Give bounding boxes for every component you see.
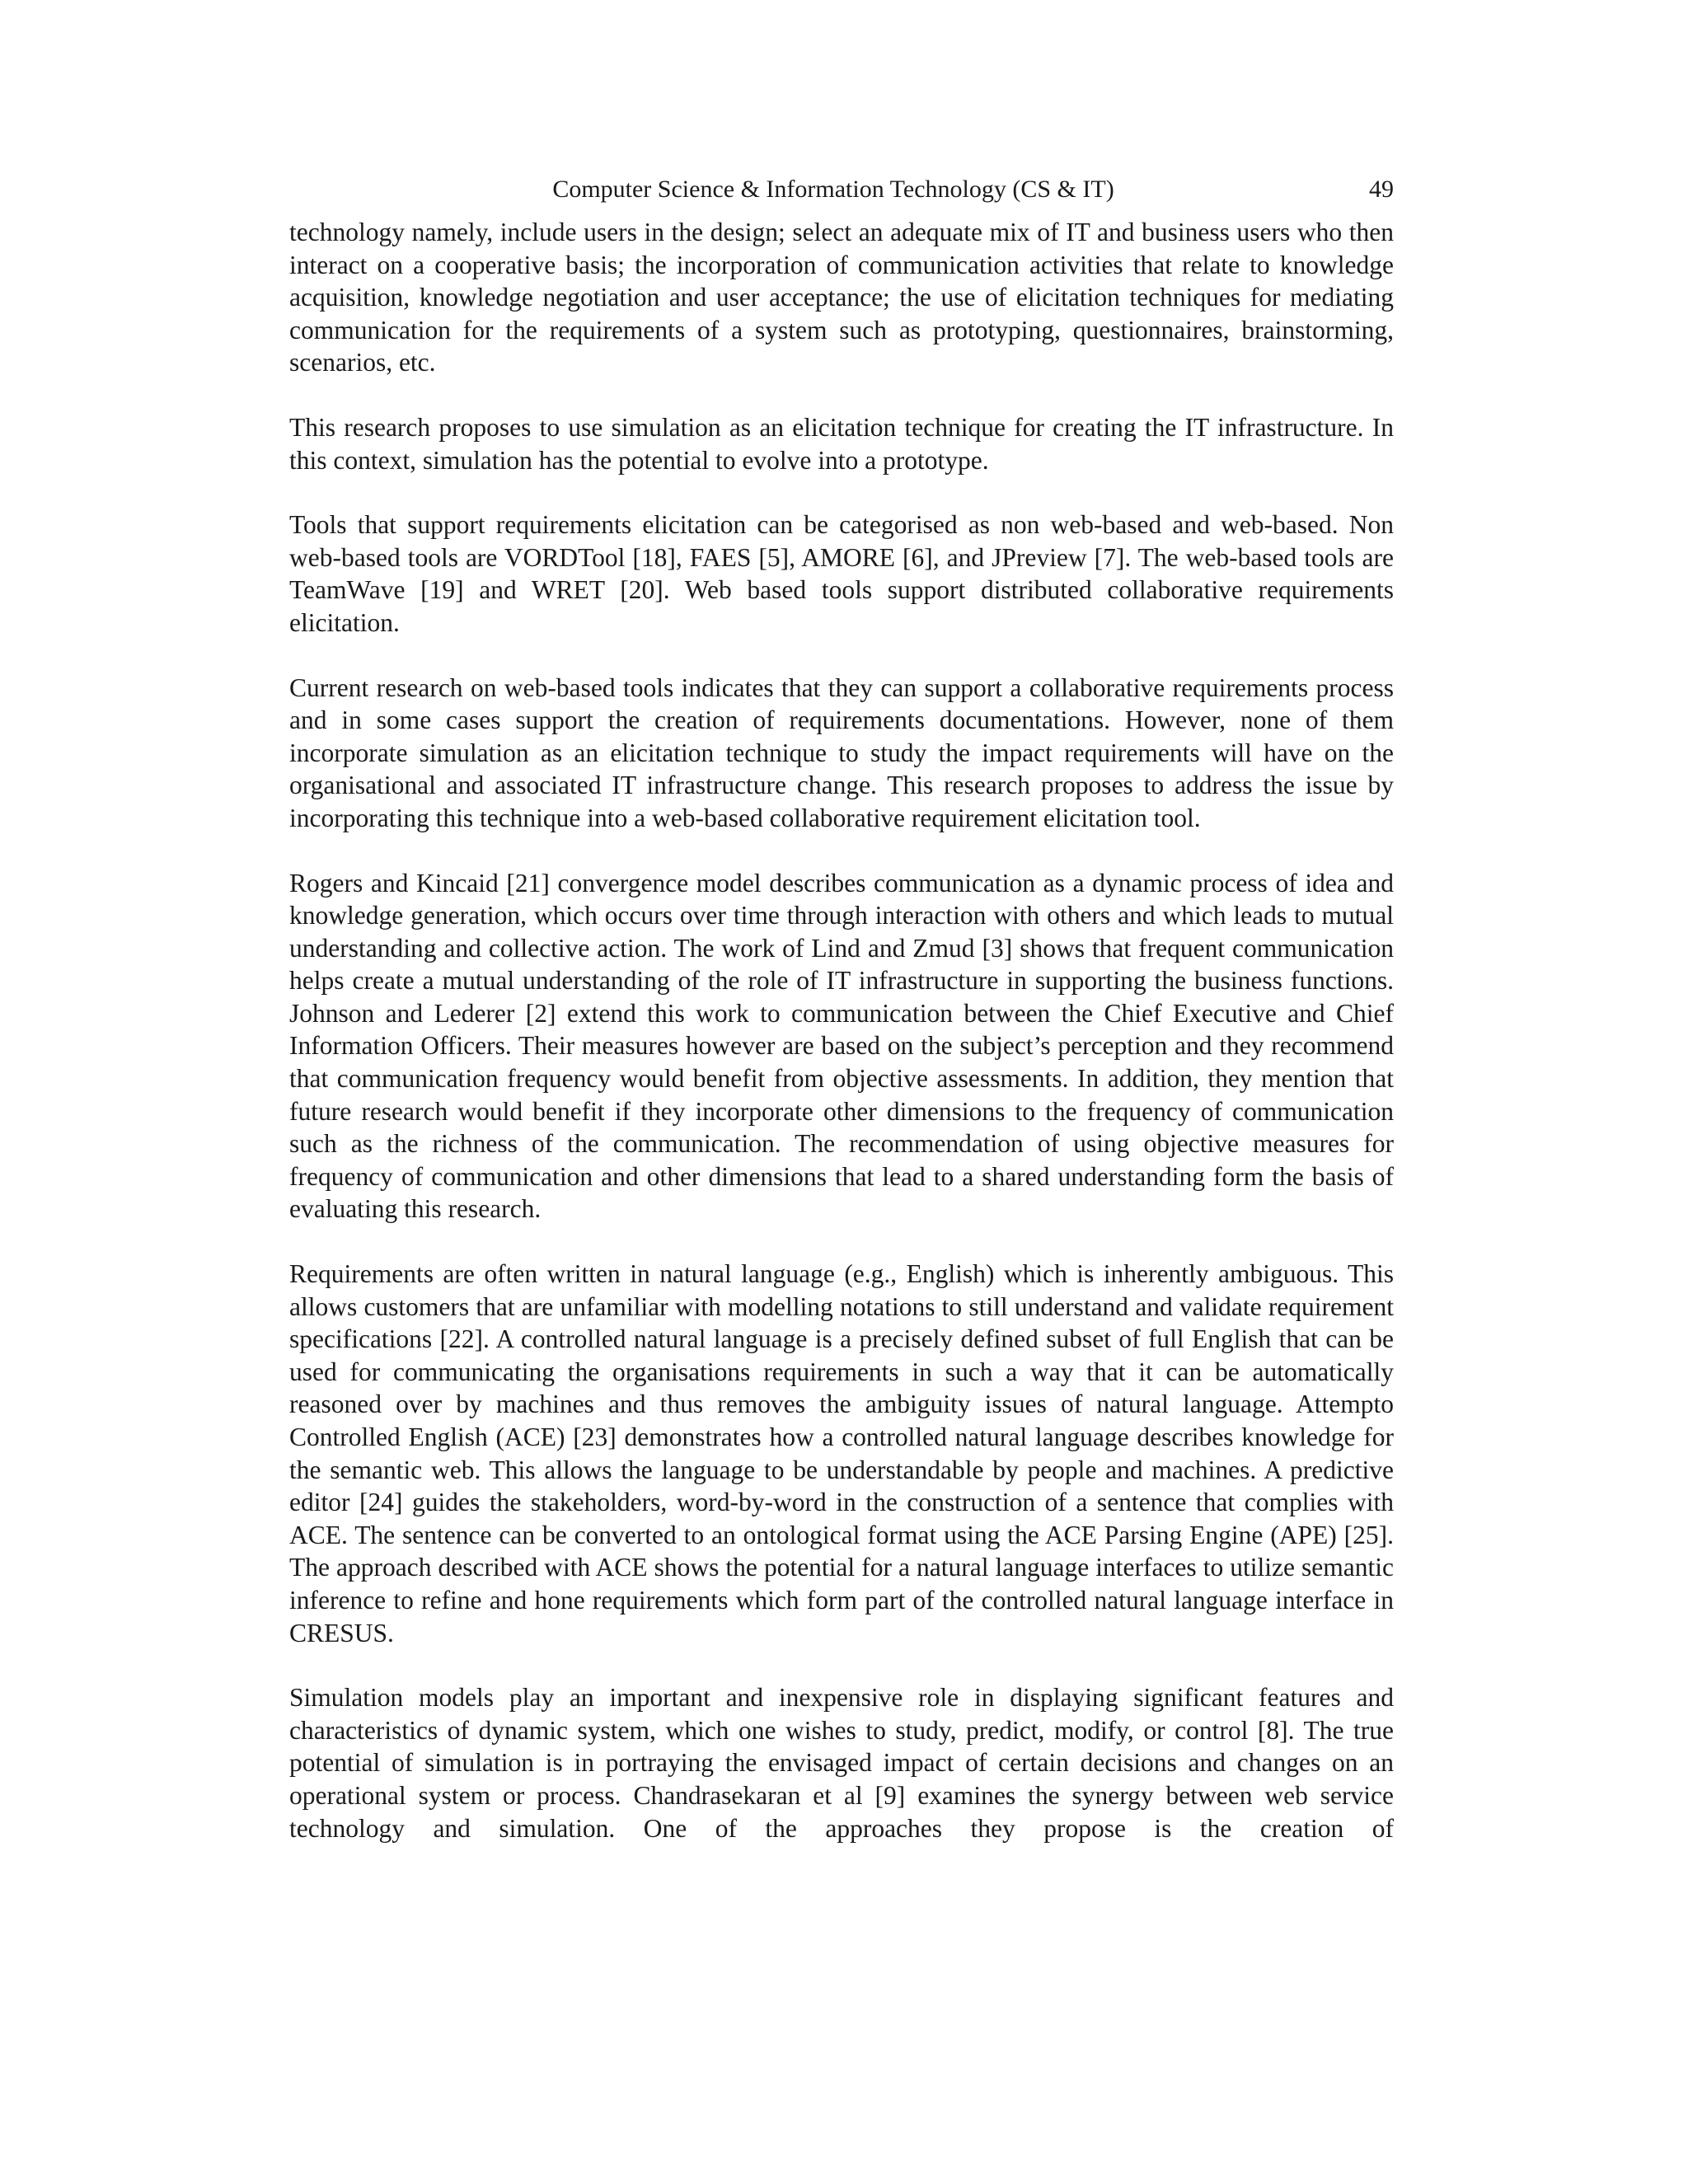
paragraph-convergence-model: Rogers and Kincaid [21] convergence model describes communication as a dynamic process of idea and knowledge generation, which occurs over time through interaction with others and which leads to mutual understanding and collective action. The work of Lind and Zmud [3] shows that frequent communication helps create a mutual understanding of the role of IT infrastructure in supporting the business functions. Johnson and Lederer [2] extend this work to communication between the Chief Executive and Chief Information Officers. Their measures however are based on the subject’s perception and they recommend that communication frequency would benefit from objective assessments. In addition, they mention that future research would benefit if they incorporate other dimensions to the frequency of communication such as the richness of the communication. The recommendation of using objective measures for frequency of communication and other dimensions that lead to a shared understanding form the basis of evaluating this research. xyxy=(289,868,1394,1224)
body-text xyxy=(289,216,1394,1844)
paragraph-natural-language: Requirements are often written in natural language (e.g., English) which is inherently ambiguous. This allows customers that are unfamiliar with modelling notations to still understand and validate requirement specifications [22]. A controlled natural language is a precisely defined subset of full English that can be used for communicating the organisations requirements in such a way that it can be automatically reasoned over by machines and thus removes the ambiguity issues of natural language. Attempto Controlled English (ACE) [23] demonstrates how a controlled natural language describes knowledge for the semantic web. This allows the language to be understandable by people and machines. A predictive editor [24] guides the stakeholders, word-by-word in the construction of a sentence that complies with ACE. The sentence can be converted to an ontological format using the ACE Parsing Engine (APE) [25]. The approach described with ACE shows the potential for a natural language interfaces to utilize semantic inference to refine and hone requirements which form part of the controlled natural language interface in CRESUS. xyxy=(289,1259,1394,1647)
paragraph-web-based-research: Current research on web-based tools indicates that they can support a collaborative requirements process and in some cases support the creation of requirements documentations. However, none of them incorporate simulation as an elicitation technique to study the impact requirements will have on the organisational and associated IT infrastructure change. This research proposes to address the issue by incorporating this technique into a web-based collaborative requirement elicitation tool. xyxy=(289,673,1394,832)
journal-title: Computer Science & Information Technology (CS & IT) xyxy=(552,176,1114,203)
paragraph-elicitation-tools: Tools that support requirements elicitation can be categorised as non web-based and web-based. Non web-based tools are VORDTool [18], FAES [5], AMORE [6], and JPreview [7]. The web-based tools are TeamWave [19] and WRET [20]. Web based tools support distributed collaborative requirements elicitation. xyxy=(289,510,1394,637)
page-number: 49 xyxy=(1369,176,1394,203)
paragraph-technology-namely: technology namely, include users in the design; select an adequate mix of IT and business users who then interact on a cooperative basis; the incorporation of communication activities that relate to knowledge acquisition, knowledge negotiation and user acceptance; the use of elicitation techniques for mediating communication for the requirements of a system such as prototyping, questionnaires, brainstorming, scenarios, etc. xyxy=(289,218,1394,377)
running-header xyxy=(289,171,1394,208)
paragraph-simulation-models: Simulation models play an important and inexpensive role in displaying significant features and characteristics of dynamic system, which one wishes to study, predict, modify, or control [8]. The true potential of simulation is in portraying the envisaged impact of certain decisions and changes on an operational system or process. Chandrasekaran et al [9] examines the synergy between web service technology and simulation. One of the approaches they propose is the creation of xyxy=(289,1683,1394,1843)
paragraph-simulation-proposal: This research proposes to use simulation as an elicitation technique for creating the IT infrastructure. In this context, simulation has the potential to evolve into a prototype. xyxy=(289,412,1394,475)
